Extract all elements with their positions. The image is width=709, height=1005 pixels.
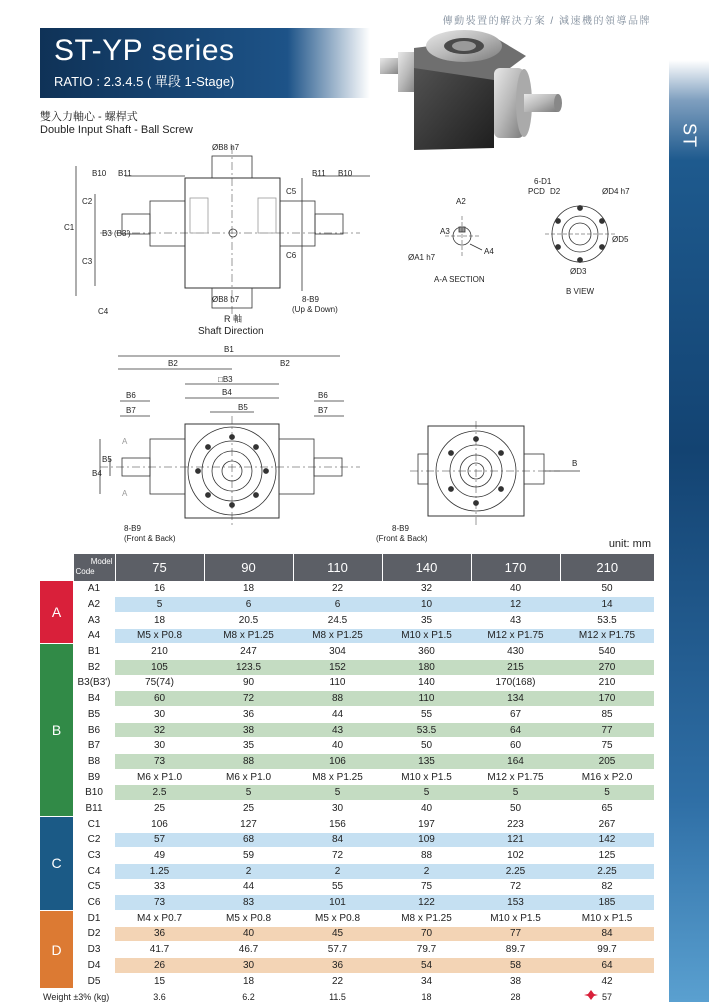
cell-value: 53.5 xyxy=(560,612,654,628)
row-label: D4 xyxy=(73,958,115,974)
cell-value: 304 xyxy=(293,644,382,660)
label-b8-bottom: ØB8 h7 xyxy=(212,295,240,304)
cell-value: 64 xyxy=(471,722,560,738)
cell-value: 18 xyxy=(204,973,293,989)
cell-value: 223 xyxy=(471,816,560,832)
table-row xyxy=(40,754,654,770)
cell-value: 40 xyxy=(293,738,382,754)
cell-value: 50 xyxy=(382,738,471,754)
subtitle-english: Double Input Shaft - Ball Screw xyxy=(40,124,193,136)
cell-value: 75 xyxy=(382,879,471,895)
cell-value: 55 xyxy=(293,879,382,895)
cell-value: 83 xyxy=(204,895,293,911)
cell-value: 26 xyxy=(115,958,204,974)
header-model-110: 110 xyxy=(293,554,382,581)
label-b3: □B3 xyxy=(218,375,233,384)
cell-value: 127 xyxy=(204,816,293,832)
cell-value: 40 xyxy=(382,801,471,817)
title-banner xyxy=(40,28,370,98)
cell-value: 2.25 xyxy=(560,863,654,879)
header-blank xyxy=(40,554,73,581)
table-row xyxy=(40,926,654,942)
cell-value: 153 xyxy=(471,895,560,911)
cell-value: M10 x P1.5 xyxy=(382,769,471,785)
row-label: B3(B3') xyxy=(73,675,115,691)
cell-value: 5 xyxy=(293,785,382,801)
cell-value: 43 xyxy=(471,612,560,628)
cell-value: 72 xyxy=(293,848,382,864)
cell-value: 30 xyxy=(204,958,293,974)
brand-logo-icon xyxy=(584,990,598,1000)
cell-value: 85 xyxy=(560,707,654,723)
label-b5-vertical: B5 xyxy=(102,455,112,464)
cell-value: 88 xyxy=(382,848,471,864)
weight-value: 18 xyxy=(382,989,471,1005)
cell-value: 142 xyxy=(560,832,654,848)
row-label: A4 xyxy=(73,628,115,644)
cell-value: 46.7 xyxy=(204,942,293,958)
label-a3: A3 xyxy=(440,227,450,236)
cell-value: 5 xyxy=(471,785,560,801)
row-label: A3 xyxy=(73,612,115,628)
row-label: B4 xyxy=(73,691,115,707)
table-row xyxy=(40,863,654,879)
cell-value: M4 x P0.7 xyxy=(115,910,204,926)
cell-value: 2.5 xyxy=(115,785,204,801)
cell-value: M12 x P1.75 xyxy=(560,628,654,644)
cell-value: 14 xyxy=(560,597,654,613)
cell-value: 540 xyxy=(560,644,654,660)
cell-value: M5 x P0.8 xyxy=(293,910,382,926)
cell-value: 135 xyxy=(382,754,471,770)
cell-value: 170 xyxy=(560,691,654,707)
label-c2: C2 xyxy=(82,197,93,206)
cell-value: 134 xyxy=(471,691,560,707)
spec-table-body xyxy=(40,581,654,1005)
cell-value: 15 xyxy=(115,973,204,989)
label-shaft-direction: Shaft Direction xyxy=(198,326,264,337)
cell-value: 2.25 xyxy=(471,863,560,879)
label-d2: D2 xyxy=(550,187,561,196)
cell-value: 84 xyxy=(560,926,654,942)
weight-value: 57 xyxy=(560,989,654,1005)
row-label: C2 xyxy=(73,832,115,848)
cell-value: 35 xyxy=(382,612,471,628)
cell-value: M5 x P0.8 xyxy=(204,910,293,926)
group-label-a: A xyxy=(40,581,73,644)
cell-value: 38 xyxy=(204,722,293,738)
table-row xyxy=(40,769,654,785)
cell-value: 90 xyxy=(204,675,293,691)
table-row xyxy=(40,895,654,911)
cell-value: 36 xyxy=(115,926,204,942)
cell-value: 50 xyxy=(560,581,654,597)
label-c1: C1 xyxy=(64,223,75,232)
cell-value: 20.5 xyxy=(204,612,293,628)
cell-value: 210 xyxy=(115,644,204,660)
cell-value: 18 xyxy=(204,581,293,597)
aa-section xyxy=(445,216,482,256)
table-row xyxy=(40,597,654,613)
row-label: C1 xyxy=(73,816,115,832)
cell-value: 42 xyxy=(560,973,654,989)
label-b10-left: B10 xyxy=(92,169,107,178)
cell-value: 185 xyxy=(560,895,654,911)
table-row xyxy=(40,848,654,864)
label-d5: ØD5 xyxy=(612,235,629,244)
label-d4: ØD4 h7 xyxy=(602,187,630,196)
label-aa-section: A-A SECTION xyxy=(434,275,485,284)
cell-value: 34 xyxy=(382,973,471,989)
cell-value: 73 xyxy=(115,754,204,770)
cell-value: 72 xyxy=(471,879,560,895)
cell-value: 84 xyxy=(293,832,382,848)
cell-value: 6 xyxy=(293,597,382,613)
label-d1: 6-D1 xyxy=(534,177,552,186)
gearbox-photo xyxy=(376,28,572,152)
header-model-140: 140 xyxy=(382,554,471,581)
cell-value: 10 xyxy=(382,597,471,613)
cell-value: 110 xyxy=(293,675,382,691)
cell-value: 2 xyxy=(204,863,293,879)
cell-value: 77 xyxy=(471,926,560,942)
cell-value: 197 xyxy=(382,816,471,832)
right-shaft-shape xyxy=(524,94,558,112)
label-c6: C6 xyxy=(286,251,297,260)
cell-value: 170(168) xyxy=(471,675,560,691)
label-up-down: (Up & Down) xyxy=(292,305,338,314)
cell-value: M8 x P1.25 xyxy=(293,628,382,644)
cell-value: 60 xyxy=(115,691,204,707)
cell-value: 58 xyxy=(471,958,560,974)
label-b7-left: B7 xyxy=(126,406,136,415)
table-row xyxy=(40,581,654,597)
cell-value: 59 xyxy=(204,848,293,864)
label-b-arrow: B xyxy=(572,459,578,468)
cell-value: 43 xyxy=(293,722,382,738)
cell-value: M12 x P1.75 xyxy=(471,769,560,785)
table-row xyxy=(40,675,654,691)
label-b-view: B VIEW xyxy=(566,287,595,296)
label-b2-right: B2 xyxy=(280,359,290,368)
header-model-text: Model xyxy=(90,557,113,567)
cell-value: 110 xyxy=(382,691,471,707)
cell-value: 79.7 xyxy=(382,942,471,958)
cell-value: 106 xyxy=(115,816,204,832)
weight-value: 6.2 xyxy=(204,989,293,1005)
cell-value: 430 xyxy=(471,644,560,660)
row-label: D5 xyxy=(73,973,115,989)
cell-value: M8 x P1.25 xyxy=(382,910,471,926)
cell-value: M6 x P1.0 xyxy=(204,769,293,785)
cell-value: 44 xyxy=(293,707,382,723)
label-b9-ud: 8-B9 xyxy=(302,295,319,304)
cell-value: 38 xyxy=(471,973,560,989)
header-model-75: 75 xyxy=(115,554,204,581)
cell-value: 30 xyxy=(115,707,204,723)
cell-value: M16 x P2.0 xyxy=(560,769,654,785)
label-b10-right: B10 xyxy=(338,169,353,178)
label-b11-left: B11 xyxy=(118,169,132,178)
label-b8-top: ØB8 h7 xyxy=(212,143,240,152)
spec-table xyxy=(40,554,654,1005)
cell-value: 16 xyxy=(115,581,204,597)
table-row xyxy=(40,691,654,707)
cell-value: 99.7 xyxy=(560,942,654,958)
weight-value: 3.6 xyxy=(115,989,204,1005)
subtitle-chinese: 雙入力軸心 - 螺桿式 xyxy=(40,111,138,123)
label-c4: C4 xyxy=(98,307,109,316)
cell-value: 88 xyxy=(293,691,382,707)
cell-value: 70 xyxy=(382,926,471,942)
label-front-back-side: (Front & Back) xyxy=(376,534,428,543)
weight-row xyxy=(40,989,654,1005)
label-a2: A2 xyxy=(456,197,466,206)
cell-value: 109 xyxy=(382,832,471,848)
cell-value: 22 xyxy=(293,973,382,989)
cell-value: 106 xyxy=(293,754,382,770)
cell-value: 54 xyxy=(382,958,471,974)
cell-value: 360 xyxy=(382,644,471,660)
cell-value: 215 xyxy=(471,659,560,675)
cell-value: 64 xyxy=(560,958,654,974)
cell-value: 72 xyxy=(204,691,293,707)
cell-value: 75(74) xyxy=(115,675,204,691)
cell-value: 65 xyxy=(560,801,654,817)
ratio-text: RATIO : 2.3.4.5 ( 單段 1-Stage) xyxy=(54,74,235,89)
label-b3b: B3 (B3') xyxy=(102,229,131,238)
cell-value: 125 xyxy=(560,848,654,864)
cell-value: 210 xyxy=(560,675,654,691)
row-label: B7 xyxy=(73,738,115,754)
cell-value: 22 xyxy=(293,581,382,597)
cell-value: M10 x P1.5 xyxy=(560,910,654,926)
side-band xyxy=(669,0,709,1002)
cell-value: M6 x P1.0 xyxy=(115,769,204,785)
cell-value: 24.5 xyxy=(293,612,382,628)
cell-value: 140 xyxy=(382,675,471,691)
label-b2-left: B2 xyxy=(168,359,178,368)
group-label-d: D xyxy=(40,910,73,988)
cell-value: 270 xyxy=(560,659,654,675)
cell-value: 41.7 xyxy=(115,942,204,958)
cell-value: 180 xyxy=(382,659,471,675)
weight-value: 28 xyxy=(471,989,560,1005)
table-row xyxy=(40,612,654,628)
cell-value: 30 xyxy=(293,801,382,817)
label-pcd: PCD xyxy=(528,187,545,196)
row-label: B6 xyxy=(73,722,115,738)
label-b4-vertical: B4 xyxy=(92,469,102,478)
cell-value: 12 xyxy=(471,597,560,613)
cell-value: M8 x P1.25 xyxy=(293,769,382,785)
table-row xyxy=(40,707,654,723)
cell-value: M8 x P1.25 xyxy=(204,628,293,644)
row-label: C3 xyxy=(73,848,115,864)
weight-value: 11.5 xyxy=(293,989,382,1005)
cell-value: 32 xyxy=(115,722,204,738)
row-label: B9 xyxy=(73,769,115,785)
table-row xyxy=(40,958,654,974)
label-a-bottom: A xyxy=(122,489,128,498)
table-row xyxy=(40,785,654,801)
cell-value: 105 xyxy=(115,659,204,675)
cell-value: 88 xyxy=(204,754,293,770)
table-row xyxy=(40,801,654,817)
cell-value: M12 x P1.75 xyxy=(471,628,560,644)
cell-value: 45 xyxy=(293,926,382,942)
slogan-text: 傳動裝置的解決方案 / 減速機的領導品牌 xyxy=(442,16,651,27)
cell-value: 156 xyxy=(293,816,382,832)
section-tab-st[interactable]: ST xyxy=(679,123,700,149)
label-b11-right: B11 xyxy=(312,169,326,178)
cell-value: 73 xyxy=(115,895,204,911)
table-row xyxy=(40,879,654,895)
row-label: D2 xyxy=(73,926,115,942)
header-code-text: Code xyxy=(75,567,95,577)
row-label: C5 xyxy=(73,879,115,895)
cell-value: 6 xyxy=(204,597,293,613)
label-b9-fb-side: 8-B9 xyxy=(392,524,409,533)
cell-value: 121 xyxy=(471,832,560,848)
cell-value: 40 xyxy=(204,926,293,942)
table-row xyxy=(40,973,654,989)
row-label: D1 xyxy=(73,910,115,926)
table-row xyxy=(40,659,654,675)
cell-value: M5 x P0.8 xyxy=(115,628,204,644)
cell-value: 68 xyxy=(204,832,293,848)
label-b9-fb: 8-B9 xyxy=(124,524,141,533)
cell-value: 57 xyxy=(115,832,204,848)
cell-value: 49 xyxy=(115,848,204,864)
cell-value: 247 xyxy=(204,644,293,660)
cell-value: 57.7 xyxy=(293,942,382,958)
header-model-170: 170 xyxy=(471,554,560,581)
cell-value: 25 xyxy=(204,801,293,817)
cell-value: 205 xyxy=(560,754,654,770)
label-front-back: (Front & Back) xyxy=(124,534,176,543)
label-d3: ØD3 xyxy=(570,267,587,276)
cell-value: 55 xyxy=(382,707,471,723)
header-model-210: 210 xyxy=(560,554,654,581)
row-label: B10 xyxy=(73,785,115,801)
cell-value: M10 x P1.5 xyxy=(471,910,560,926)
row-label: B2 xyxy=(73,659,115,675)
group-label-c: C xyxy=(40,816,73,910)
label-b4: B4 xyxy=(222,388,232,397)
row-label: A1 xyxy=(73,581,115,597)
row-label: B11 xyxy=(73,801,115,817)
table-row xyxy=(40,628,654,644)
cell-value: 50 xyxy=(471,801,560,817)
label-r-axis: R 軸 xyxy=(224,314,243,324)
cell-value: 53.5 xyxy=(382,722,471,738)
cell-value: 35 xyxy=(204,738,293,754)
cell-value: 33 xyxy=(115,879,204,895)
cell-value: 36 xyxy=(204,707,293,723)
header-model-code xyxy=(73,554,115,581)
cell-value: 40 xyxy=(471,581,560,597)
table-row xyxy=(40,942,654,958)
b-view xyxy=(545,206,615,263)
cell-value: 60 xyxy=(471,738,560,754)
header-model-90: 90 xyxy=(204,554,293,581)
cell-value: 67 xyxy=(471,707,560,723)
row-label: C4 xyxy=(73,863,115,879)
row-label: B5 xyxy=(73,707,115,723)
cell-value: 102 xyxy=(471,848,560,864)
label-b1: B1 xyxy=(224,345,234,354)
cell-value: 164 xyxy=(471,754,560,770)
page-title: ST-YP series xyxy=(54,34,235,67)
label-c5: C5 xyxy=(286,187,297,196)
label-a1: ØA1 h7 xyxy=(408,253,436,262)
cell-value: 5 xyxy=(382,785,471,801)
table-row xyxy=(40,832,654,848)
cell-value: 122 xyxy=(382,895,471,911)
cell-value: 30 xyxy=(115,738,204,754)
label-b6-left: B6 xyxy=(126,391,136,400)
label-c3: C3 xyxy=(82,257,93,266)
table-row xyxy=(40,910,654,926)
cell-value: 1.25 xyxy=(115,863,204,879)
technical-drawing xyxy=(40,136,670,548)
cell-value: 25 xyxy=(115,801,204,817)
cell-value: 32 xyxy=(382,581,471,597)
cell-value: 123.5 xyxy=(204,659,293,675)
weight-label: Weight ±3% (kg) xyxy=(40,989,115,1005)
cell-value: 82 xyxy=(560,879,654,895)
cell-value: 5 xyxy=(560,785,654,801)
label-b6-right: B6 xyxy=(318,391,328,400)
label-a4: A4 xyxy=(484,247,494,256)
row-label: D3 xyxy=(73,942,115,958)
row-label: B8 xyxy=(73,754,115,770)
cell-value: 36 xyxy=(293,958,382,974)
group-label-b: B xyxy=(40,644,73,817)
cell-value: 44 xyxy=(204,879,293,895)
side-view xyxy=(410,421,580,526)
row-label: A2 xyxy=(73,597,115,613)
table-row xyxy=(40,816,654,832)
label-b7-right: B7 xyxy=(318,406,328,415)
cell-value: 5 xyxy=(204,785,293,801)
table-row xyxy=(40,738,654,754)
cell-value: 18 xyxy=(115,612,204,628)
table-header-row xyxy=(40,554,654,581)
unit-label: unit: mm xyxy=(608,538,651,550)
cell-value: 2 xyxy=(382,863,471,879)
row-label: B1 xyxy=(73,644,115,660)
cell-value: 89.7 xyxy=(471,942,560,958)
table-row xyxy=(40,722,654,738)
cell-value: 5 xyxy=(115,597,204,613)
cell-value: 75 xyxy=(560,738,654,754)
cell-value: 77 xyxy=(560,722,654,738)
table-row xyxy=(40,644,654,660)
cell-value: 101 xyxy=(293,895,382,911)
cell-value: M10 x P1.5 xyxy=(382,628,471,644)
row-label: C6 xyxy=(73,895,115,911)
cell-value: 152 xyxy=(293,659,382,675)
label-b5-horizontal: B5 xyxy=(238,403,248,412)
cell-value: 2 xyxy=(293,863,382,879)
label-a-top: A xyxy=(122,437,128,446)
cell-value: 267 xyxy=(560,816,654,832)
